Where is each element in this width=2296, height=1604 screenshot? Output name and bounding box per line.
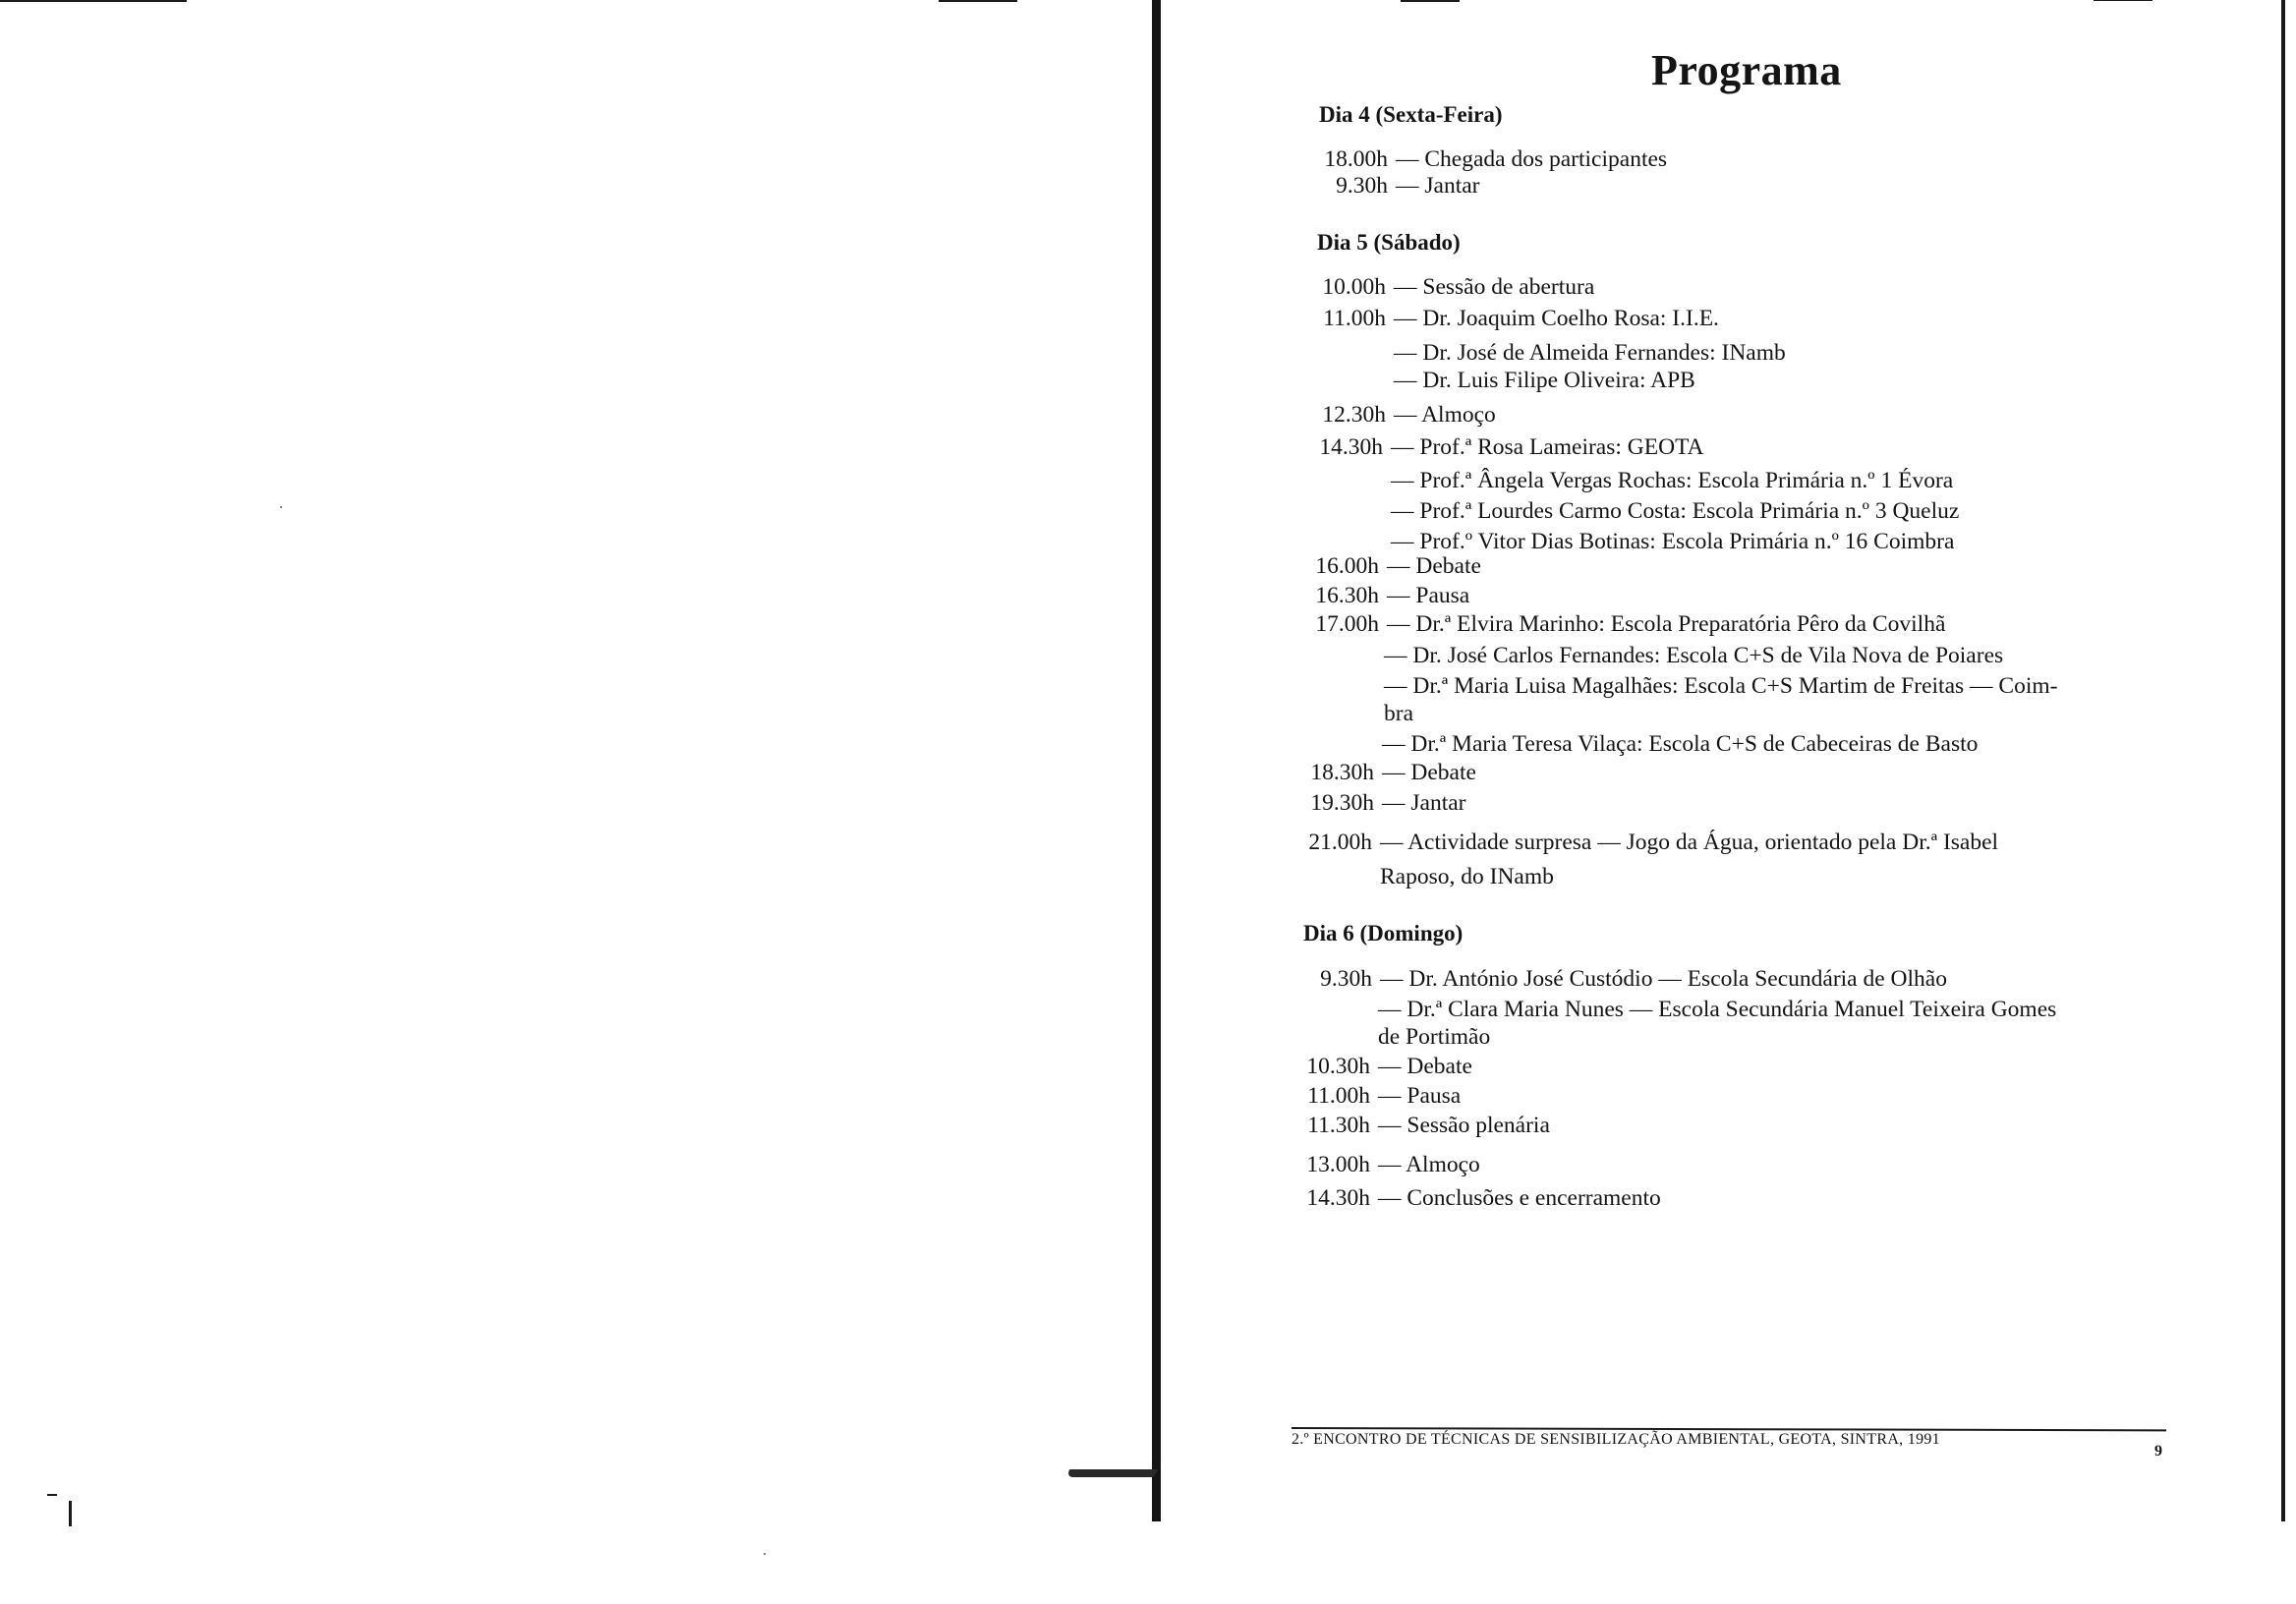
entry-description: — Dr.ª Maria Luisa Magalhães: Escola C+S Martim de Freitas — Coim- [1384,673,2058,699]
schedule-entry [1307,305,1719,332]
schedule-entry [1295,730,1978,758]
entry-time: 11.00h [1323,306,1386,331]
entry-description: — Prof.ª Rosa Lameiras: GEOTA [1391,434,1704,460]
entry-time: 18.00h [1324,146,1388,172]
page-title: Programa [1651,46,1842,94]
scan-edge-mark [1401,0,1460,2]
entry-time: 11.30h [1307,1113,1370,1138]
schedule-entry [1309,172,1480,200]
entry-description: — Dr. Luis Filipe Oliveira: APB [1394,368,1695,393]
day-heading: Dia 4 (Sexta-Feira) [1319,102,1503,127]
schedule-entry [1292,1151,1480,1178]
schedule-entry [1307,367,1695,394]
schedule-entry [1293,829,1998,856]
entry-description: — Dr. António José Custódio — Escola Secundária de Olhão [1380,966,1947,992]
entry-continuation: Raposo, do INamb [1380,864,1554,889]
entry-time: 14.30h [1306,1185,1370,1211]
speck [764,1553,766,1555]
speck [280,506,282,508]
entry-time: 18.30h [1310,760,1374,785]
entry-description: — Debate [1382,760,1476,785]
schedule-entry [1292,1112,1550,1139]
entry-time: 16.30h [1315,583,1379,608]
entry-description: — Debate [1387,553,1481,579]
scan-mark [69,1501,72,1526]
entry-time: 17.00h [1315,611,1379,637]
schedule-entry [1300,552,1481,580]
page-edge [2281,0,2285,1521]
entry-time: 10.30h [1306,1054,1370,1079]
entry-description: — Jantar [1382,790,1466,816]
schedule-entry [1297,642,2003,669]
entry-description: — Dr. José Carlos Fernandes: Escola C+S de Vila Nova de Poiares [1384,643,2004,668]
schedule-entry [1292,1184,1661,1212]
footer-text: 2.º ENCONTRO DE TÉCNICAS DE SENSIBILIZAÇÃO AMBIENTAL, GEOTA, SINTRA, 1991 [1292,1431,1940,1448]
scan-edge-mark [2094,0,2152,1]
entry-description: — Pausa [1378,1083,1462,1109]
entry-description: — Chegada dos participantes [1396,146,1668,172]
schedule-entry [1293,965,1947,993]
schedule-entry [1292,1082,1461,1110]
entry-time: 10.00h [1322,274,1386,300]
schedule-entry [1295,789,1466,817]
entry-time: 9.30h [1336,173,1388,199]
schedule-entry [1307,401,1496,429]
schedule-entry [1304,467,1953,494]
day-heading: Dia 6 (Domingo) [1303,921,1464,945]
entry-description: — Dr. José de Almeida Fernandes: INamb [1394,340,1786,366]
schedule-entry [1297,672,2057,700]
entry-description: — Sessão plenária [1378,1113,1550,1138]
entry-time: 11.00h [1307,1083,1370,1109]
page-number: 9 [2154,1443,2162,1460]
entry-description: — Almoço [1378,1152,1480,1177]
entry-description: — Dr.ª Clara Maria Nunes — Escola Secundária Manuel Teixeira Gomes [1378,997,2057,1022]
schedule-entry [1304,497,1959,525]
entry-description: — Dr. Joaquim Coelho Rosa: I.I.E. [1394,306,1719,331]
schedule-entry [1307,273,1594,301]
entry-description: — Actividade surpresa — Jogo da Água, orientado pela Dr.ª Isabel [1380,830,1999,855]
entry-description: — Prof.º Vitor Dias Botinas: Escola Primária n.º 16 Coimbra [1391,529,1955,554]
entry-description: — Almoço [1394,402,1496,428]
entry-description: — Prof.ª Lourdes Carmo Costa: Escola Primária n.º 3 Queluz [1391,498,1960,524]
schedule-entry [1304,433,1704,461]
day-heading: Dia 5 (Sábado) [1317,230,1461,255]
schedule-entry [1300,582,1469,609]
schedule-entry [1292,1053,1472,1080]
schedule-entry [1295,759,1476,786]
scan-mark [47,1494,57,1496]
entry-time: 9.30h [1320,966,1372,992]
book-spine [1152,0,1161,1521]
schedule-entry [1292,996,2056,1023]
scan-edge-mark [939,0,1017,2]
entry-description: — Debate [1378,1054,1472,1079]
schedule-entry [1300,610,1945,638]
scan-edge-mark [0,0,187,2]
entry-continuation: bra [1384,701,1414,726]
entry-description: — Sessão de abertura [1394,274,1595,300]
entry-description: — Dr.ª Maria Teresa Vilaça: Escola C+S de Cabeceiras de Basto [1382,731,1979,757]
schedule-entry [1309,145,1667,173]
entry-time: 19.30h [1310,790,1374,816]
entry-time: 13.00h [1306,1152,1370,1177]
entry-description: — Pausa [1387,583,1470,608]
schedule-entry [1304,528,1954,555]
entry-time: 14.30h [1319,434,1383,460]
entry-time: 21.00h [1308,830,1372,855]
entry-description: — Prof.ª Ângela Vergas Rochas: Escola Primária n.º 1 Évora [1391,468,1954,493]
entry-description: — Conclusões e encerramento [1378,1185,1661,1211]
entry-continuation: de Portimão [1378,1024,1491,1050]
entry-time: 16.00h [1315,553,1379,579]
schedule-entry [1307,339,1786,367]
entry-description: — Jantar [1396,173,1480,199]
entry-description: — Dr.ª Elvira Marinho: Escola Preparatória Pêro da Covilhã [1387,611,1946,637]
entry-time: 12.30h [1322,402,1386,428]
spine-curl [1065,1469,1159,1477]
